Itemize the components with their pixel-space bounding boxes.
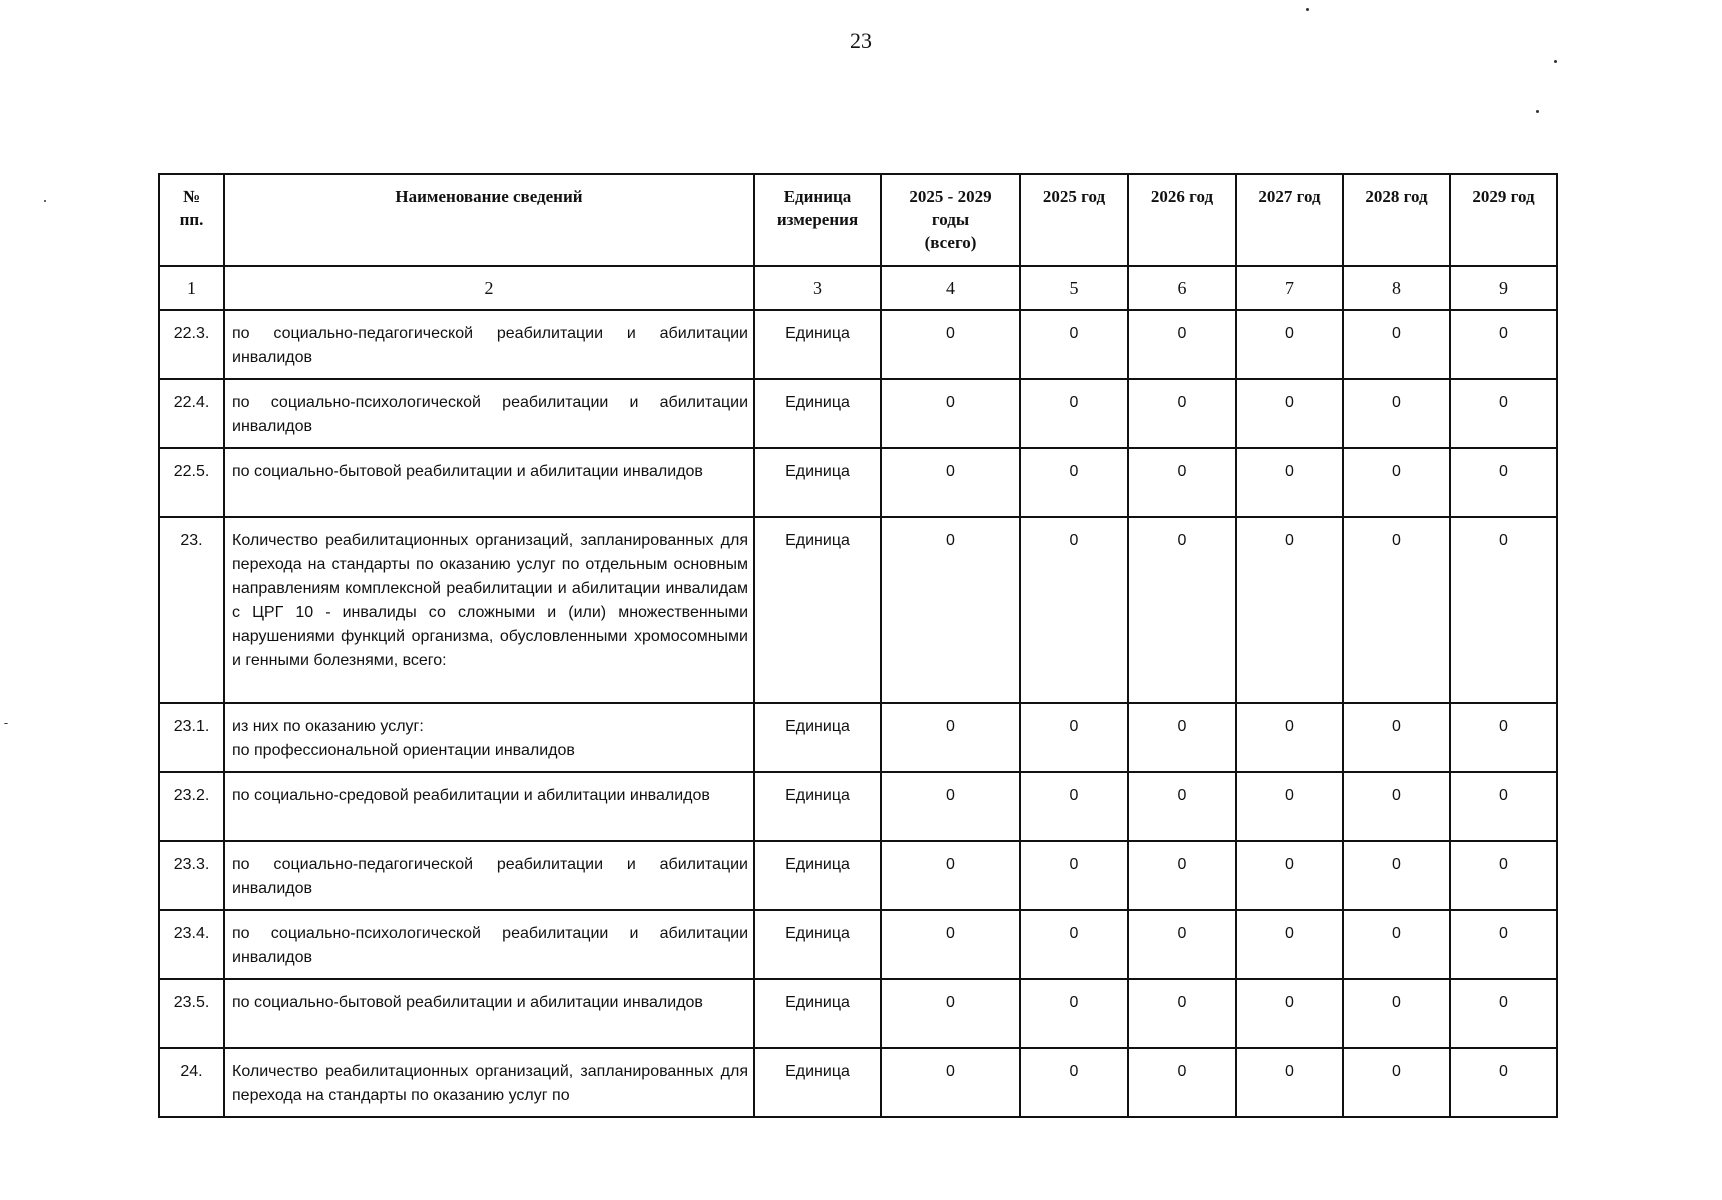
- table-row: [159, 772, 1557, 841]
- header-cell: [1128, 174, 1236, 266]
- row-value-cell: 0: [1236, 448, 1343, 517]
- row-value-cell: 0: [1236, 1048, 1343, 1117]
- row-name-cell: Количество реабилитационных организаций, запланированных для перехода на стандарты по оказанию услуг по отдельным основным направлениям комплексной реабилитации и абилитации инвалидам с ЦРГ 10 - инвалиды со сложными и (или) множественными нарушениями функций организма, обусловленными хромосомными и генными болезнями, всего:: [224, 517, 754, 703]
- row-number-cell: 23.5.: [159, 979, 224, 1048]
- row-value-cell: 0: [1020, 448, 1128, 517]
- scan-speck: [1554, 60, 1557, 63]
- row-unit-cell: Единица: [754, 772, 881, 841]
- row-name-cell: по социально-педагогической реабилитации и абилитации инвалидов: [224, 841, 754, 910]
- scan-speck: [4, 723, 8, 724]
- row-unit-cell: Единица: [754, 841, 881, 910]
- header-text-lines: 2026 год: [1150, 187, 1214, 206]
- row-unit-cell: Единица: [754, 1048, 881, 1117]
- header-cell: [1343, 174, 1450, 266]
- data-table: [158, 173, 1558, 1118]
- header-text-lines: Наименование сведений: [395, 187, 583, 206]
- row-value-cell: 0: [1450, 310, 1557, 379]
- row-value-cell: 0: [1236, 310, 1343, 379]
- row-value-cell: 0: [1020, 979, 1128, 1048]
- row-name-cell: по социально-психологической реабилитации и абилитации инвалидов: [224, 379, 754, 448]
- column-number-cell: 6: [1128, 266, 1236, 310]
- row-value-cell: 0: [881, 979, 1020, 1048]
- header-text-lines: 2027 год: [1258, 187, 1321, 206]
- row-value-cell: 0: [1128, 448, 1236, 517]
- header-cell: [754, 174, 881, 266]
- row-value-cell: 0: [1343, 448, 1450, 517]
- table-row: [159, 448, 1557, 517]
- scan-speck: [44, 200, 46, 202]
- row-name-cell: по социально-педагогической реабилитации и абилитации инвалидов: [224, 310, 754, 379]
- header-cell: [1450, 174, 1557, 266]
- row-value-cell: 0: [1128, 517, 1236, 703]
- column-number-cell: 1: [159, 266, 224, 310]
- scan-speck: [1536, 110, 1539, 113]
- row-value-cell: 0: [1128, 772, 1236, 841]
- row-value-cell: 0: [1236, 772, 1343, 841]
- row-value-cell: 0: [881, 772, 1020, 841]
- column-number-cell: 2: [224, 266, 754, 310]
- table-row: [159, 310, 1557, 379]
- row-value-cell: 0: [881, 1048, 1020, 1117]
- row-number-cell: 24.: [159, 1048, 224, 1117]
- row-value-cell: 0: [1343, 910, 1450, 979]
- row-value-cell: 0: [1450, 910, 1557, 979]
- row-value-cell: 0: [1236, 379, 1343, 448]
- row-value-cell: 0: [1020, 1048, 1128, 1117]
- row-value-cell: 0: [1450, 772, 1557, 841]
- table-row: [159, 1048, 1557, 1117]
- row-number-cell: 23.4.: [159, 910, 224, 979]
- row-unit-cell: Единица: [754, 517, 881, 703]
- row-value-cell: 0: [1450, 841, 1557, 910]
- column-number-cell: 4: [881, 266, 1020, 310]
- row-value-cell: 0: [881, 841, 1020, 910]
- row-unit-cell: Единица: [754, 379, 881, 448]
- row-value-cell: 0: [881, 910, 1020, 979]
- header-text-lines: 2029 год: [1472, 187, 1535, 206]
- header-text-lines: № пп.: [179, 187, 204, 229]
- row-value-cell: 0: [1128, 1048, 1236, 1117]
- row-number-cell: 23.: [159, 517, 224, 703]
- row-value-cell: 0: [1236, 910, 1343, 979]
- row-value-cell: 0: [1343, 772, 1450, 841]
- row-value-cell: 0: [1020, 310, 1128, 379]
- row-number-cell: 22.3.: [159, 310, 224, 379]
- row-name-cell: по социально-средовой реабилитации и абилитации инвалидов: [224, 772, 754, 841]
- row-value-cell: 0: [1450, 1048, 1557, 1117]
- row-value-cell: 0: [1128, 841, 1236, 910]
- row-value-cell: 0: [1236, 703, 1343, 772]
- header-text-lines: 2028 год: [1365, 187, 1428, 206]
- row-number-cell: 23.1.: [159, 703, 224, 772]
- row-number-cell: 22.5.: [159, 448, 224, 517]
- row-value-cell: 0: [1236, 979, 1343, 1048]
- row-number-cell: 23.2.: [159, 772, 224, 841]
- row-value-cell: 0: [1343, 379, 1450, 448]
- row-value-cell: 0: [881, 703, 1020, 772]
- row-unit-cell: Единица: [754, 910, 881, 979]
- row-name-cell: Количество реабилитационных организаций, запланированных для перехода на стандарты по оказанию услуг по: [224, 1048, 754, 1117]
- row-value-cell: 0: [1450, 979, 1557, 1048]
- row-value-cell: 0: [1236, 841, 1343, 910]
- header-text-lines: 2025 - 2029 годы (всего): [909, 187, 992, 252]
- header-cell: [1020, 174, 1128, 266]
- row-unit-cell: Единица: [754, 979, 881, 1048]
- row-value-cell: 0: [1128, 310, 1236, 379]
- row-value-cell: 0: [1128, 910, 1236, 979]
- header-cell: [881, 174, 1020, 266]
- row-value-cell: 0: [1020, 379, 1128, 448]
- header-cell: [159, 174, 224, 266]
- row-value-cell: 0: [1128, 379, 1236, 448]
- row-value-cell: 0: [1343, 1048, 1450, 1117]
- table-row: [159, 517, 1557, 703]
- row-name-cell: по социально-бытовой реабилитации и абилитации инвалидов: [224, 979, 754, 1048]
- row-value-cell: 0: [1020, 910, 1128, 979]
- header-cell: [224, 174, 754, 266]
- column-number-row: [159, 266, 1557, 310]
- row-name-cell: по социально-бытовой реабилитации и абилитации инвалидов: [224, 448, 754, 517]
- row-number-cell: 22.4.: [159, 379, 224, 448]
- row-unit-cell: Единица: [754, 448, 881, 517]
- row-value-cell: 0: [1020, 703, 1128, 772]
- row-value-cell: 0: [1450, 448, 1557, 517]
- row-name-cell: по социально-психологической реабилитации и абилитации инвалидов: [224, 910, 754, 979]
- row-value-cell: 0: [1020, 841, 1128, 910]
- row-value-cell: 0: [881, 448, 1020, 517]
- row-value-cell: 0: [881, 379, 1020, 448]
- column-number-cell: 5: [1020, 266, 1128, 310]
- row-value-cell: 0: [1020, 772, 1128, 841]
- column-number-cell: 3: [754, 266, 881, 310]
- header-row: [159, 174, 1557, 266]
- scan-speck: [1306, 8, 1309, 11]
- table-row: [159, 979, 1557, 1048]
- table-row: [159, 703, 1557, 772]
- row-value-cell: 0: [1450, 517, 1557, 703]
- column-number-cell: 9: [1450, 266, 1557, 310]
- table-row: [159, 379, 1557, 448]
- column-number-cell: 8: [1343, 266, 1450, 310]
- header-cell: [1236, 174, 1343, 266]
- header-text-lines: 2025 год: [1042, 187, 1106, 206]
- row-value-cell: 0: [1236, 517, 1343, 703]
- row-value-cell: 0: [1128, 979, 1236, 1048]
- row-value-cell: 0: [1128, 703, 1236, 772]
- row-value-cell: 0: [1343, 310, 1450, 379]
- row-value-cell: 0: [1450, 703, 1557, 772]
- table-row: [159, 910, 1557, 979]
- row-number-cell: 23.3.: [159, 841, 224, 910]
- column-number-cell: 7: [1236, 266, 1343, 310]
- row-value-cell: 0: [881, 517, 1020, 703]
- row-value-cell: 0: [1343, 979, 1450, 1048]
- page-number: 23: [850, 28, 872, 53]
- row-value-cell: 0: [1343, 517, 1450, 703]
- row-unit-cell: Единица: [754, 310, 881, 379]
- table-row: [159, 841, 1557, 910]
- row-unit-cell: Единица: [754, 703, 881, 772]
- row-value-cell: 0: [1020, 517, 1128, 703]
- row-value-cell: 0: [1343, 703, 1450, 772]
- header-text-lines: Единица измерения: [776, 187, 859, 229]
- row-name-cell: из них по оказанию услуг: по профессиональной ориентации инвалидов: [224, 703, 754, 772]
- row-value-cell: 0: [1343, 841, 1450, 910]
- row-value-cell: 0: [881, 310, 1020, 379]
- row-value-cell: 0: [1450, 379, 1557, 448]
